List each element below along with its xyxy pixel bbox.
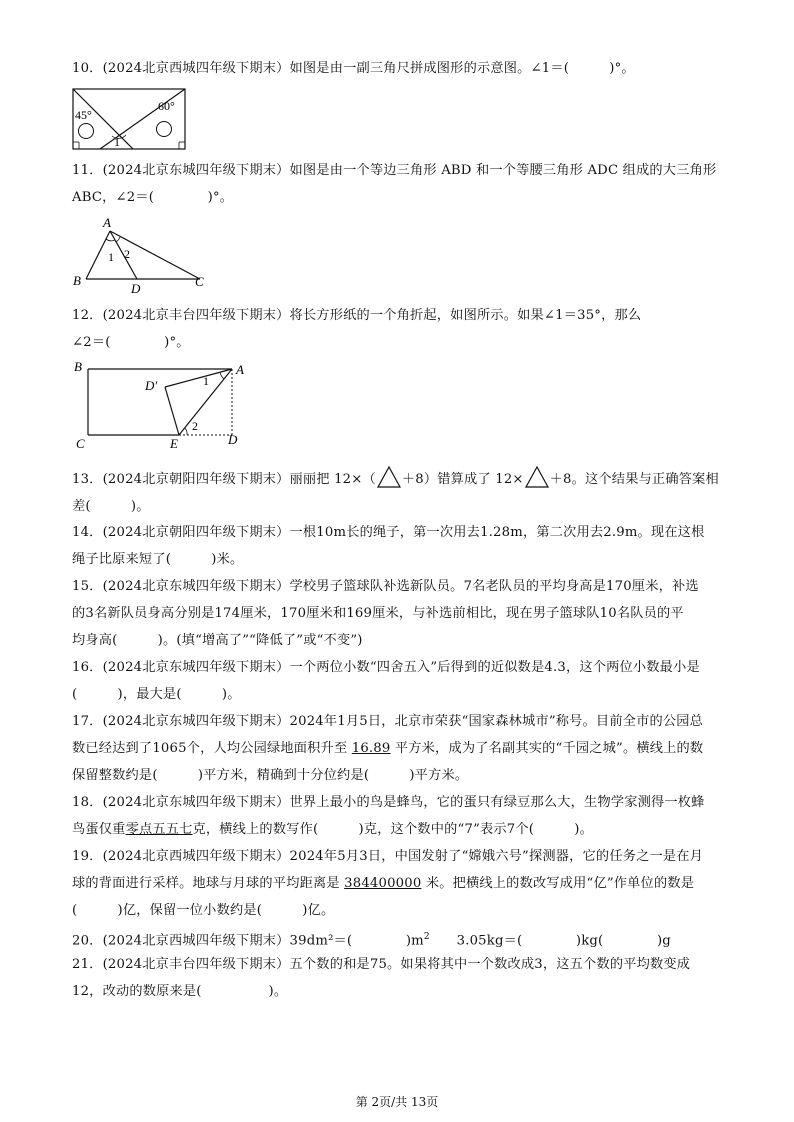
question-15-line-1: 15．(2024北京东城四年级下期末）学校男子篮球队补选新队员。7名老队员的平均身高是170厘米，补选 [72,579,699,594]
fig12-label-C: C [76,436,85,451]
fig11-label-C: C [195,274,204,289]
question-15 [72,573,722,654]
question-15-line-3: 均身高( )。(填“增高了”“降低了”或“不变”) [72,633,363,648]
question-17-line-1: 17．(2024北京东城四年级下期末）2024年1月5日，北京市荣获“国家森林城市”称号。目前全市的公园总 [72,714,704,729]
fig12-label-B: B [74,359,82,374]
question-13 [72,465,722,520]
question-19-underlined-number: 384400000 [344,876,422,891]
fig12-label-D-prime: D′ [145,378,158,393]
question-12-line-2: ∠2＝( )°。 [72,335,190,350]
fig11-label-2: 2 [124,247,130,261]
fig12-label-A: A [236,362,244,377]
question-19 [72,843,722,924]
question-20-superscript: 2 [423,932,430,942]
figure-q10-set-squares [72,88,186,154]
question-14 [72,519,722,573]
fig11-label-D: D [131,281,141,295]
question-10-text: 10．(2024北京西城四年级下期末）如图是由一副三角尺拼成图形的示意图。∠1＝( )°。 [72,61,635,76]
question-18-line-2a: 鸟蛋仅重 [72,822,126,837]
question-12 [72,302,722,356]
triangle-symbol-icon [524,465,550,489]
page-footer: 第 2页/共 13页 [355,1095,439,1109]
question-18-line-2b: 克，横线上的数写作( )克，这个数中的“7”表示7个( )。 [192,822,594,837]
question-14-line-1: 14．(2024北京朝阳四年级下期末）一根10m长的绳子，第一次用去1.28m，第二次用去2.9m。现在这根 [72,525,705,540]
figure-q12-folded-rectangle [72,358,262,456]
question-13-part-3: ＋8。这个结果与正确答案相 [549,472,719,487]
question-13-part-2: ＋8）错算成了 12× [401,472,524,487]
fig11-label-B: B [73,273,81,288]
question-19-line-2b: 米。把横线上的数改写成用“亿”作单位的数是 [421,876,695,891]
question-17-underlined-number: 16.89 [351,741,391,756]
question-13-line-2: 差( )。 [72,499,150,514]
fig12-label-2: 2 [192,419,198,433]
figure-q11-triangle [72,213,222,299]
fig12-label-E: E [170,436,178,451]
question-17-line-3: 保留整数约是( )平方米，精确到十分位约是( )平方米。 [72,768,469,783]
question-17-line-2a: 数已经达到了1065个，人均公园绿地面积升至 [72,741,352,756]
question-21-line-2: 12，改动的数原来是( )。 [72,984,288,999]
fig12-label-D: D [228,432,238,447]
question-11-line-1: 11．(2024北京东城四年级下期末）如图是由一个等边三角形 ABD 和一个等腰三角形 ADC 组成的大三角形 [72,163,717,178]
question-19-line-3: ( )亿，保留一位小数约是( )亿。 [72,903,335,918]
question-20-part-1: 20．(2024北京西城四年级下期末）39dm²＝( )m [72,933,424,949]
question-20 [72,924,722,954]
question-21 [72,951,722,1005]
fig10-label-60: 60° [158,99,175,113]
question-18 [72,789,722,843]
question-10 [72,55,722,82]
question-19-line-2a: 球的背面进行采样。地球与月球的平均距离是 [72,876,345,891]
question-19-line-1: 19．(2024北京西城四年级下期末）2024年5月3日，中国发射了“嫦娥六号”探测器，它的任务之一是在月 [72,849,704,864]
question-14-line-2: 绳子比原来短了( )米。 [72,552,244,567]
question-20-part-2: 3.05kg＝( )kg( )g [429,933,671,949]
question-16 [72,654,722,708]
question-17-line-2b: 平方米，成为了名副其实的“千园之城”。横线上的数 [390,741,704,756]
question-21-line-1: 21．(2024北京丰台四年级下期末）五个数的和是75。如果将其中一个数改成3，这五个数的平均数变成 [72,957,691,972]
question-12-line-1: 12．(2024北京丰台四年级下期末）将长方形纸的一个角折起，如图所示。如果∠1＝35°，那么 [72,308,642,323]
question-11 [72,157,722,211]
fig11-label-A: A [103,215,111,230]
fig11-label-1: 1 [108,250,114,264]
question-11-line-2: ABC，∠2＝( )°。 [72,190,234,205]
question-16-line-2: ( )，最大是( )。 [72,687,241,702]
question-15-line-2: 的3名新队员身高分别是174厘米，170厘米和169厘米，与补选前相比，现在男子篮球队10名队员的平 [72,606,684,621]
fig10-label-1: 1 [114,135,120,149]
question-18-underlined-number: 零点五五七 [125,822,193,837]
question-17 [72,708,722,789]
fig12-label-1: 1 [203,374,209,388]
fig10-label-45: 45° [75,108,92,122]
question-13-part-1: 13．(2024北京朝阳四年级下期末）丽丽把 12×（ [72,472,376,487]
question-18-line-1: 18．(2024北京东城四年级下期末）世界上最小的鸟是蜂鸟，它的蛋只有绿豆那么大，生物学家测得一枚蜂 [72,795,705,810]
triangle-symbol-icon [376,465,402,489]
question-16-line-1: 16．(2024北京东城四年级下期末）一个两位小数“四舍五入”后得到的近似数是4.3，这个两位小数最小是 [72,660,700,675]
